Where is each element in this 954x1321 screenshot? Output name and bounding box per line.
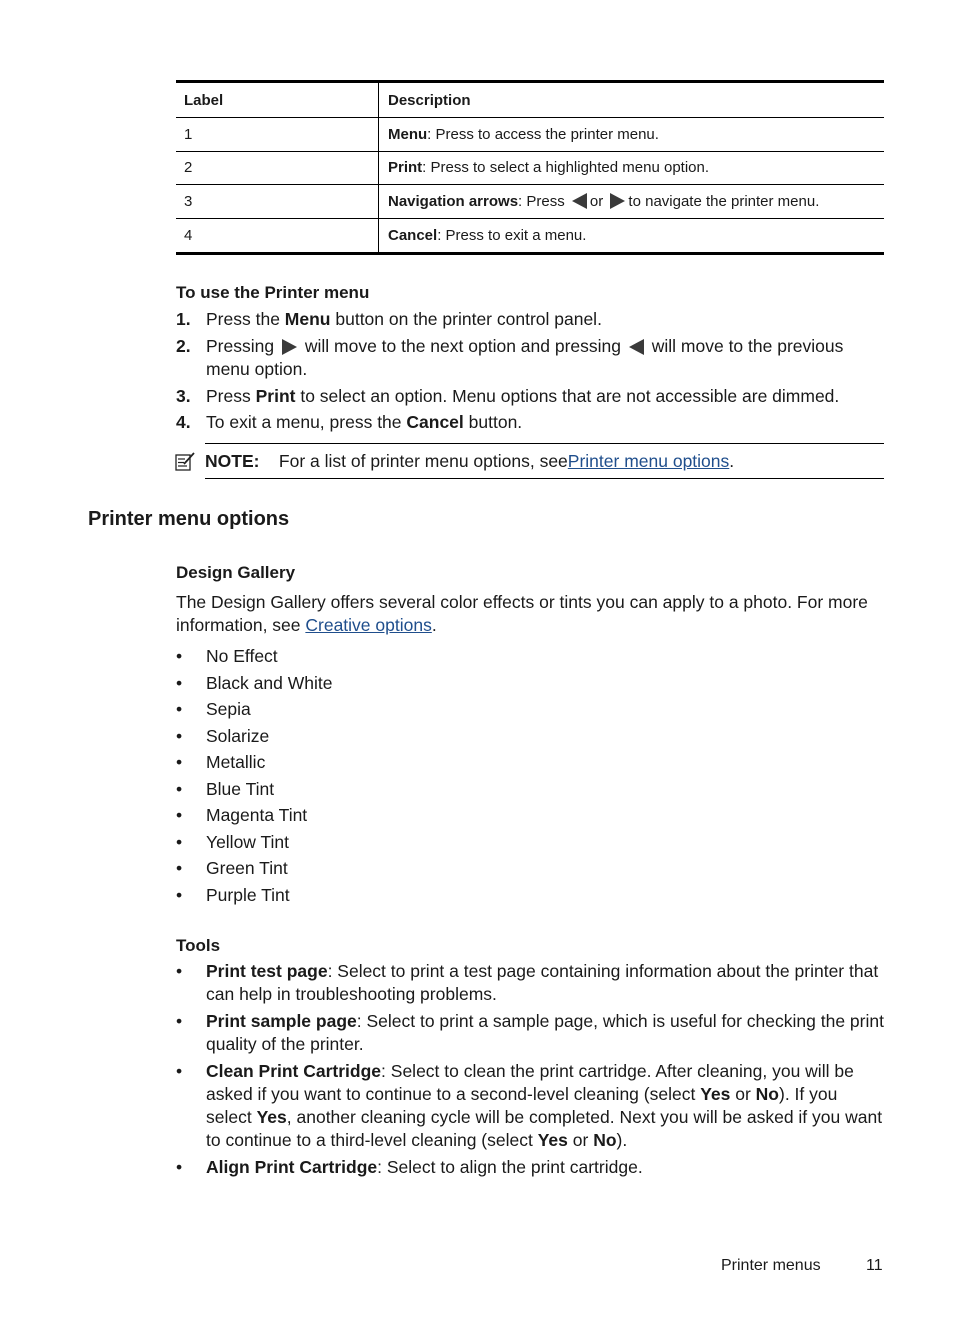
- list-item: [176, 751, 886, 774]
- tool-text: ). If you select: [206, 1084, 838, 1127]
- note-box: [205, 443, 884, 479]
- table-cell-description: [379, 118, 884, 151]
- item-label: Yellow Tint: [206, 831, 290, 852]
- bullet: •: [176, 858, 183, 878]
- term: Print: [388, 159, 423, 177]
- table-cell-description: [379, 152, 884, 185]
- table-row: [176, 118, 884, 152]
- note-icon: [174, 450, 196, 472]
- desc: : Press to exit a menu.: [437, 226, 587, 244]
- bullet: •: [176, 778, 183, 799]
- list-item: [176, 645, 886, 668]
- desc: : Press: [518, 192, 565, 210]
- step-number: 4.: [176, 412, 191, 433]
- tool-term: Yes: [537, 1130, 568, 1150]
- item-label: Sepia: [206, 699, 251, 719]
- footer-page-number: 11: [866, 1257, 883, 1274]
- table-cell-label: 3: [176, 185, 379, 218]
- list-item: [176, 308, 884, 331]
- step-text: to select an option. Menu options that are not accessible are dimmed.: [295, 385, 840, 406]
- design-gallery-heading: Design Gallery: [176, 563, 296, 582]
- term: Cancel: [388, 226, 438, 244]
- list-item: [176, 1060, 886, 1152]
- list-item: [176, 1010, 886, 1056]
- left-arrow-icon: [629, 339, 644, 355]
- list-item: [176, 857, 886, 880]
- step-number: 1.: [176, 309, 191, 329]
- bullet: •: [176, 725, 183, 746]
- table-cell-label: 4: [176, 219, 379, 253]
- bullet: •: [176, 961, 183, 981]
- note-label: NOTE:: [205, 450, 260, 471]
- note-end: .: [729, 450, 735, 471]
- tool-term: Clean Print Cartridge: [206, 1061, 382, 1081]
- step-number: 3.: [176, 385, 191, 406]
- step-text: Press the: [206, 309, 285, 329]
- term: Navigation arrows: [388, 192, 519, 210]
- left-arrow-icon: [572, 193, 587, 209]
- tool-term: Print sample page: [206, 1011, 357, 1031]
- bullet: •: [176, 646, 183, 666]
- tool-text: ).: [616, 1130, 628, 1150]
- item-label: Purple Tint: [206, 884, 290, 905]
- list-item: [176, 1156, 886, 1179]
- table-cell-description: [379, 219, 884, 253]
- intro-text: The Design Gallery offers several color effects or tints you can apply to a photo. For more information, see: [176, 592, 868, 635]
- table-header-label: Label: [176, 83, 379, 117]
- item-label: Black and White: [206, 672, 333, 693]
- right-arrow-icon: [282, 339, 297, 355]
- tool-text: : Select to print a sample page, which is useful for checking the print quality of the printer.: [206, 1011, 884, 1054]
- bullet: •: [176, 699, 183, 719]
- tool-text: or: [730, 1084, 756, 1104]
- desc: or: [589, 192, 604, 210]
- tools-heading: Tools: [176, 936, 221, 955]
- tool-text: : Select to print a test page containing information about the printer that can help in troubleshooting problems.: [206, 961, 879, 1004]
- table-row: [176, 152, 884, 186]
- step-text: Press: [206, 385, 256, 406]
- bullet: •: [176, 672, 183, 693]
- bullet: •: [176, 831, 183, 852]
- tool-text: : Select to clean the print cartridge. After cleaning, you will be asked if you want to continue to a second-level cleaning (select: [206, 1061, 854, 1104]
- step-term: Print: [255, 385, 296, 406]
- item-label: Metallic: [206, 752, 266, 772]
- item-label: Blue Tint: [206, 778, 275, 799]
- list-item: [176, 335, 884, 381]
- bullet: •: [176, 884, 183, 905]
- list-item: [176, 778, 886, 801]
- bullet: •: [176, 1157, 183, 1177]
- list-item: [176, 960, 886, 1006]
- step-text: will move to the previous menu option.: [206, 335, 844, 379]
- list-item: [176, 804, 886, 827]
- item-label: Green Tint: [206, 858, 288, 878]
- list-item: [176, 411, 884, 434]
- creative-options-link[interactable]: Creative options: [305, 615, 432, 635]
- list-item: [176, 672, 886, 695]
- term: Menu: [388, 125, 428, 143]
- bullet: •: [176, 752, 183, 772]
- table-cell-label: 1: [176, 118, 379, 151]
- table-row: [176, 219, 884, 253]
- desc: : Press to select a highlighted menu option.: [422, 159, 710, 177]
- use-menu-heading: To use the Printer menu: [176, 283, 370, 302]
- list-item: [176, 884, 886, 907]
- footer-section-name: Printer menus: [721, 1257, 821, 1274]
- tool-term: No: [755, 1084, 779, 1104]
- desc: : Press to access the printer menu.: [427, 125, 659, 143]
- table-header-description: Description: [388, 91, 471, 109]
- step-number: 2.: [176, 335, 191, 356]
- table-row: [176, 185, 884, 219]
- step-text: will move to the next option and pressing: [304, 335, 621, 356]
- step-text: Pressing: [206, 335, 275, 356]
- step-text: button.: [463, 412, 523, 433]
- tool-text: or: [567, 1130, 594, 1150]
- step-term: Cancel: [406, 412, 464, 433]
- item-label: Magenta Tint: [206, 805, 308, 825]
- tool-term: No: [593, 1130, 617, 1150]
- tools-list: [176, 960, 886, 1179]
- step-term: Menu: [284, 309, 331, 329]
- tool-text: , another cleaning cycle will be completed. Next you will be asked if you want to continue to a third-level cleaning (select: [206, 1107, 883, 1150]
- button-label-table: [176, 80, 884, 255]
- desc: to navigate the printer menu.: [628, 192, 820, 210]
- bullet: •: [176, 805, 183, 825]
- table-header-row: [176, 83, 884, 118]
- list-item: [176, 698, 886, 721]
- table-cell-description: [379, 185, 884, 218]
- step-text: To exit a menu, press the: [206, 412, 407, 433]
- list-item: [176, 725, 886, 748]
- section-title: Printer menu options: [88, 508, 290, 530]
- tool-term: Yes: [700, 1084, 731, 1104]
- tool-term: Align Print Cartridge: [206, 1157, 378, 1177]
- item-label: No Effect: [206, 646, 278, 666]
- tool-term: Print test page: [206, 961, 328, 981]
- step-text: button on the printer control panel.: [330, 309, 602, 329]
- table-cell-label: 2: [176, 152, 379, 185]
- intro-end: .: [431, 615, 437, 635]
- bullet: •: [176, 1011, 183, 1031]
- note-text: For a list of printer menu options, see: [278, 450, 568, 471]
- bullet: •: [176, 1061, 183, 1081]
- use-menu-steps: [176, 308, 884, 438]
- item-label: Solarize: [206, 725, 270, 746]
- design-gallery-list: [176, 645, 886, 907]
- list-item: [176, 831, 886, 854]
- printer-menu-options-link[interactable]: Printer menu options: [567, 450, 730, 471]
- design-gallery-intro: [176, 591, 886, 637]
- right-arrow-icon: [610, 193, 625, 209]
- tool-term: Yes: [256, 1107, 287, 1127]
- list-item: [176, 385, 884, 408]
- tool-text: : Select to align the print cartridge.: [377, 1157, 643, 1177]
